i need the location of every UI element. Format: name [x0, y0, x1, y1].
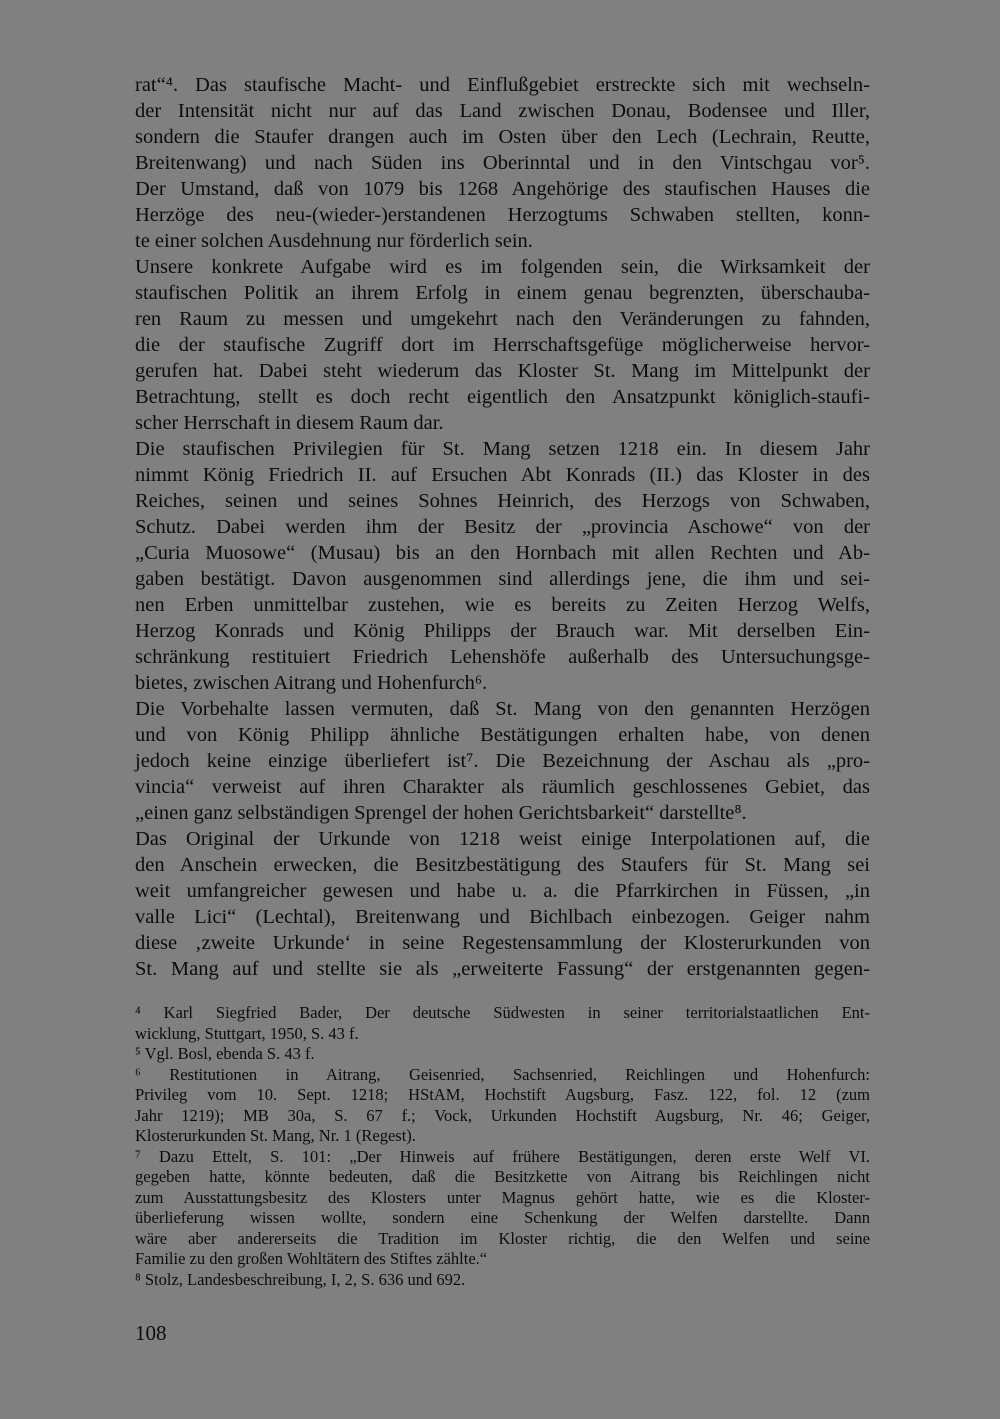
- text-line: te einer solchen Ausdehnung nur förderlich sein.: [135, 230, 533, 252]
- footnote-line: überlieferung wissen wollte, sondern eine Schenkung der Welfen darstellte. Dann: [135, 1208, 870, 1227]
- footnote-line: ⁸ Stolz, Landesbeschreibung, I, 2, S. 636 und 692.: [135, 1269, 466, 1289]
- footnote-line: Familie zu den großen Wohltätern des Stiftes zählte.“: [135, 1249, 488, 1268]
- text-line: schränkung restituiert Friedrich Lehenshöfe außerhalb des Untersuchungsge-: [135, 646, 870, 668]
- text-line: bietes, zwischen Aitrang und Hohenfurch⁶.: [135, 672, 488, 694]
- text-line: St. Mang auf und stellte sie als „erweiterte Fassung“ der erstgenannten gegen-: [135, 958, 870, 980]
- text-line: Herzöge des neu-(wieder-)erstandenen Herzogtums Schwaben stellten, konn-: [135, 204, 870, 226]
- text-line: Betrachtung, stellt es doch recht eigentlich den Ansatzpunkt königlich-staufi-: [135, 386, 870, 408]
- text-line: gaben bestätigt. Davon ausgenommen sind allerdings jene, die ihm und sei-: [135, 568, 870, 590]
- text-line: sondern die Staufer drangen auch im Osten über den Lech (Lechrain, Reutte,: [135, 126, 870, 148]
- footnote-line: zum Ausstattungsbesitz des Klosters unter Magnus gehört hatte, wie es die Kloster-: [135, 1187, 870, 1207]
- page-number: 108: [135, 1321, 167, 1345]
- text-line: vincia“ verweist auf ihren Charakter als räumlich geschlossenes Gebiet, das: [135, 776, 870, 798]
- text-line: Unsere konkrete Aufgabe wird es im folgenden sein, die Wirksamkeit der: [135, 256, 870, 278]
- text-line: nimmt König Friedrich II. auf Ersuchen Abt Konrads (II.) das Kloster in des: [135, 464, 870, 486]
- text-line: diese ‚zweite Urkunde‘ in seine Regestensammlung der Klosterurkunden von: [135, 932, 870, 954]
- footnote-line: ⁴ Karl Siegfried Bader, Der deutsche Südwesten in seiner territorialstaatlichen Ent-: [135, 1003, 870, 1022]
- footnote-line: Klosterurkunden St. Mang, Nr. 1 (Regest).: [135, 1126, 416, 1145]
- footnote-line: Privileg vom 10. Sept. 1218; HStAM, Hochstift Augsburg, Fasz. 122, fol. 12 (zum: [135, 1085, 870, 1104]
- footnote-line: Jahr 1219); MB 30a, S. 67 f.; Vock, Urkunden Hochstift Augsburg, Nr. 46; Geiger,: [135, 1105, 870, 1125]
- text-line: Der Umstand, daß von 1079 bis 1268 Angehörige des staufischen Hauses die: [135, 178, 870, 200]
- footnote-line: gegeben hatte, könnte bedeuten, daß die Besitzkette von Aitrang bis Reichlingen nicht: [135, 1167, 870, 1186]
- text-line: Das Original der Urkunde von 1218 weist einige Interpolationen auf, die: [135, 828, 870, 850]
- text-line: die der staufische Zugriff dort im Herrschaftsgefüge möglicherweise hervor-: [135, 334, 870, 356]
- text-line: scher Herrschaft in diesem Raum dar.: [135, 412, 444, 434]
- text-line: „einen ganz selbständigen Sprengel der hohen Gerichtsbarkeit“ darstellte⁸.: [135, 802, 747, 824]
- footnote-line: ⁶ Restitutionen in Aitrang, Geisenried, Sachsenried, Reichlingen und Hohenfurch:: [135, 1064, 870, 1084]
- text-line: Die staufischen Privilegien für St. Mang setzen 1218 ein. In diesem Jahr: [135, 438, 870, 460]
- text-line: rat“⁴. Das staufische Macht- und Einflußgebiet erstreckte sich mit wechseln-: [135, 74, 870, 96]
- text-line: und von König Philipp ähnliche Bestätigungen erhalten habe, von denen: [135, 724, 870, 746]
- footnote-line: wäre aber andererseits die Tradition im Kloster richtig, die den Welfen und seine: [135, 1228, 870, 1248]
- footnote-line: ⁵ Vgl. Bosl, ebenda S. 43 f.: [135, 1044, 315, 1063]
- footnote-line: wicklung, Stuttgart, 1950, S. 43 f.: [135, 1023, 359, 1043]
- text-line: Breitenwang) und nach Süden ins Oberinntal und in den Vintschgau vor⁵.: [135, 152, 870, 174]
- text-line: nen Erben unmittelbar zustehen, wie es bereits zu Zeiten Herzog Welfs,: [135, 594, 870, 616]
- text-line: Die Vorbehalte lassen vermuten, daß St. Mang von den genannten Herzögen: [135, 698, 870, 720]
- text-line: Herzog Konrads und König Philipps der Brauch war. Mit derselben Ein-: [135, 620, 870, 642]
- footnote-line: ⁷ Dazu Ettelt, S. 101: „Der Hinweis auf frühere Bestätigungen, deren erste Welf VI.: [135, 1146, 870, 1166]
- text-line: Schutz. Dabei werden ihm der Besitz der „provincia Aschowe“ von der: [135, 516, 870, 538]
- text-line: „Curia Muosowe“ (Musau) bis an den Hornbach mit allen Rechten und Ab-: [135, 542, 870, 564]
- text-line: Reiches, seinen und seines Sohnes Heinrich, des Herzogs von Schwaben,: [135, 490, 870, 512]
- text-line: weit umfangreicher gewesen und habe u. a. die Pfarrkirchen in Füssen, „in: [135, 880, 870, 902]
- text-line: jedoch keine einzige überliefert ist⁷. Die Bezeichnung der Aschau als „pro-: [135, 750, 870, 772]
- footnotes: [135, 1003, 870, 1290]
- text-line: staufischen Politik an ihrem Erfolg in einem genau begrenzten, überschauba-: [135, 282, 870, 304]
- text-line: ren Raum zu messen und umgekehrt nach den Veränderungen zu fahnden,: [135, 308, 870, 330]
- text-line: gerufen hat. Dabei steht wiederum das Kloster St. Mang im Mittelpunkt der: [135, 360, 870, 382]
- text-line: den Anschein erwecken, die Besitzbestätigung des Staufers für St. Mang sei: [135, 854, 870, 876]
- text-line: valle Lici“ (Lechtal), Breitenwang und Bichlbach einbezogen. Geiger nahm: [135, 906, 870, 928]
- text-line: der Intensität nicht nur auf das Land zwischen Donau, Bodensee und Iller,: [135, 100, 870, 122]
- body-text: [135, 72, 870, 982]
